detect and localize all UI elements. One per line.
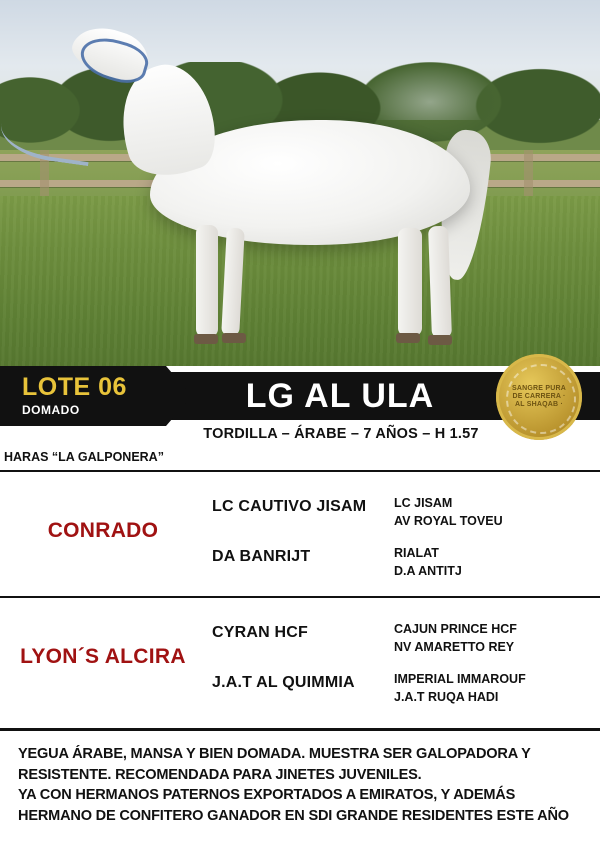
hoof [428,335,452,345]
description-line: RESISTENTE. RECOMENDADA PARA JINETES JUVENILES. [18,765,422,783]
horse-leg [428,226,452,339]
sire-name: CONRADO [47,519,159,542]
great-grandparent-name: CAJUN PRINCE HCF [394,622,517,636]
description-text [18,744,573,827]
grandparent-name: J.A.T AL QUIMMIA [212,674,355,691]
lot-tag [0,366,166,426]
pedigree-sire-block [0,474,600,598]
horse-figure [0,0,600,372]
great-grandparent-name: AV ROYAL TOVEU [394,514,503,529]
description-line: HERMANO DE CONFITERO GANADOR EN SDI GRANDE RESIDENTES ESTE AÑO [18,807,569,825]
description-footer [0,728,600,847]
grandparent-name: LC CAUTIVO JISAM [212,498,367,515]
horse-leg [221,228,245,337]
footer-divider [0,728,600,731]
horse-name: LG AL ULA [245,376,435,415]
great-grandparent-name: IMPERIAL IMMAROUF [394,672,526,686]
description-line: YA CON HERMANOS PATERNOS EXPORTADOS A EMIRATOS, Y ADEMÁS [18,786,516,804]
hoof [194,334,218,344]
lot-banner [0,366,600,466]
great-grandparents [394,494,600,530]
horse-leg [398,228,422,336]
grandparent-name: CYRAN HCF [212,624,309,641]
lot-number: LOTE 06 [22,373,127,401]
gold-seal-icon [496,354,582,440]
haras-name: HARAS “LA GALPONERA” [4,450,164,464]
lot-status: DOMADO [22,403,80,417]
great-grandparent-name: LC JISAM [394,496,453,510]
pedigree-dam-block [0,600,600,724]
horse-leg [196,225,218,337]
hoof [222,333,246,343]
great-grandparent-name: J.A.T RUQA HADI [394,690,499,705]
description-line: YEGUA ÁRABE, MANSA Y BIEN DOMADA. MUESTRA SER GALOPADORA Y [18,745,531,762]
horse-photo [0,0,600,372]
great-grandparents [394,670,600,706]
horse-details: TORDILLA – ÁRABE – 7 AÑOS – H 1.57 [203,426,479,442]
seal-label: SANGRE PURA DE CARRERA · AL SHAQAB · [512,384,566,409]
pedigree-table [0,470,600,726]
great-grandparent-name: D.A ANTITJ [394,564,462,579]
great-grandparent-name: NV AMARETTO REY [394,640,515,655]
hoof [396,333,420,343]
great-grandparents [394,544,600,580]
grandparent-name: DA BANRIJT [212,548,311,565]
great-grandparents [394,620,600,656]
dam-name: LYON´S ALCIRA [20,645,186,668]
great-grandparent-name: RIALAT [394,546,439,560]
lead-rope [0,104,95,166]
